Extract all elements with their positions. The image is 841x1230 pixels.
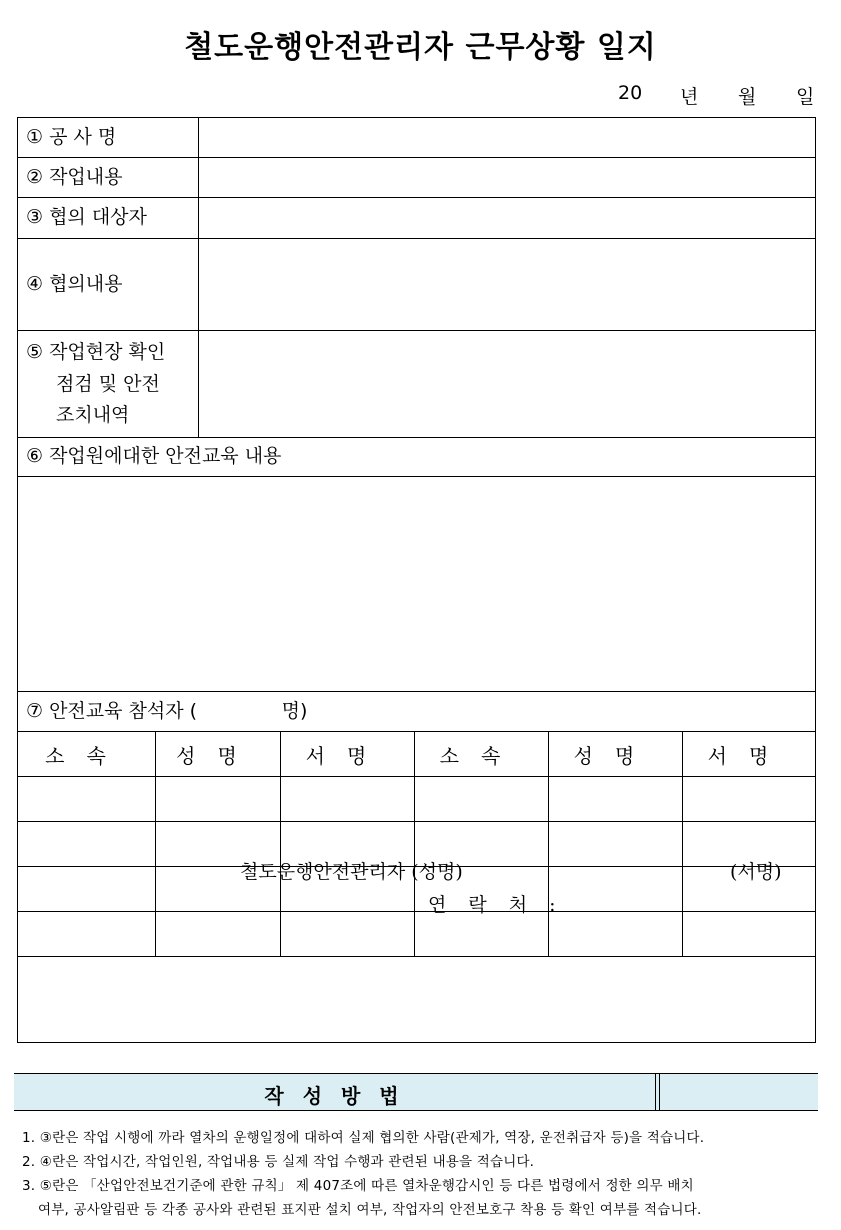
row-divider bbox=[18, 197, 815, 198]
date-day-label: 일 bbox=[796, 86, 815, 108]
method-divider bbox=[655, 1074, 656, 1110]
row-label-consult-party: ③ 협의 대상자 bbox=[26, 206, 147, 228]
header-name: 성명 bbox=[573, 744, 657, 768]
header-affiliation: 소속 bbox=[439, 744, 523, 768]
row-divider bbox=[18, 238, 815, 239]
row-divider bbox=[18, 956, 815, 957]
method-notes bbox=[22, 1126, 812, 1222]
label-column-divider bbox=[198, 118, 199, 437]
row-label-safety-education: ⑥ 작업원에대한 안전교육 내용 bbox=[26, 445, 282, 467]
page-title: 철도운행안전관리자 근무상황 일지 bbox=[184, 30, 657, 65]
row-divider bbox=[18, 911, 815, 912]
row-divider bbox=[18, 776, 815, 777]
header-name: 성명 bbox=[176, 744, 259, 768]
row-divider bbox=[18, 731, 815, 732]
row-label-attendees: ⑦ 안전교육 참석자 ( 명) bbox=[26, 700, 308, 722]
date-year-prefix: 20 bbox=[618, 82, 643, 104]
method-divider bbox=[659, 1074, 660, 1110]
note-item: 1. ③란은 작업 시행에 까라 열차의 운행일정에 대하여 실제 협의한 사람(관제가, 역장, 운전취급자 등)을 적습니다. bbox=[22, 1130, 705, 1146]
row-label-project-name: ① 공 사 명 bbox=[26, 126, 117, 148]
note-item: 3. ⑤란은 「산업안전보건기준에 관한 규칙」 제 407조에 따른 열차운행감시인 등 다른 법령에서 정한 의무 배치 bbox=[22, 1178, 694, 1194]
row-divider bbox=[18, 691, 815, 692]
row-divider bbox=[18, 476, 815, 477]
row-label-site-check-2: 점검 및 안전 bbox=[56, 373, 160, 395]
date-line bbox=[618, 82, 816, 109]
contact-label: 연 락 처 : bbox=[428, 894, 564, 916]
manager-sign-label: (서명) bbox=[730, 861, 782, 883]
row-divider bbox=[18, 437, 815, 438]
header-signature: 서명 bbox=[707, 744, 791, 768]
method-header-bar bbox=[14, 1073, 818, 1111]
manager-name-label: 철도운행안전관리자 (성명) bbox=[240, 861, 463, 883]
method-title: 작 성 방 법 bbox=[264, 1084, 405, 1108]
row-label-site-check: ⑤ 작업현장 확인 bbox=[26, 341, 166, 363]
row-divider bbox=[18, 157, 815, 158]
header-signature: 서명 bbox=[305, 744, 389, 768]
row-divider bbox=[18, 330, 815, 331]
row-divider bbox=[18, 821, 815, 822]
date-month-label: 월 bbox=[738, 86, 757, 108]
note-item-continued: 여부, 공사알림판 등 각종 공사와 관련된 표지판 설치 여부, 작업자의 안전보호구 착용 등 확인 여부를 적습니다. bbox=[38, 1202, 702, 1218]
row-label-work-content: ② 작업내용 bbox=[26, 166, 123, 188]
row-label-site-check-3: 조치내역 bbox=[56, 404, 130, 426]
header-affiliation: 소속 bbox=[45, 744, 128, 768]
log-form-table bbox=[17, 117, 816, 1043]
note-item: 2. ④란은 작업시간, 작업인원, 작업내용 등 실제 작업 수행과 관련된 내용을 적습니다. bbox=[22, 1154, 535, 1170]
row-label-consult-content: ④ 협의내용 bbox=[26, 273, 123, 295]
date-year-label: 년 bbox=[680, 86, 699, 108]
